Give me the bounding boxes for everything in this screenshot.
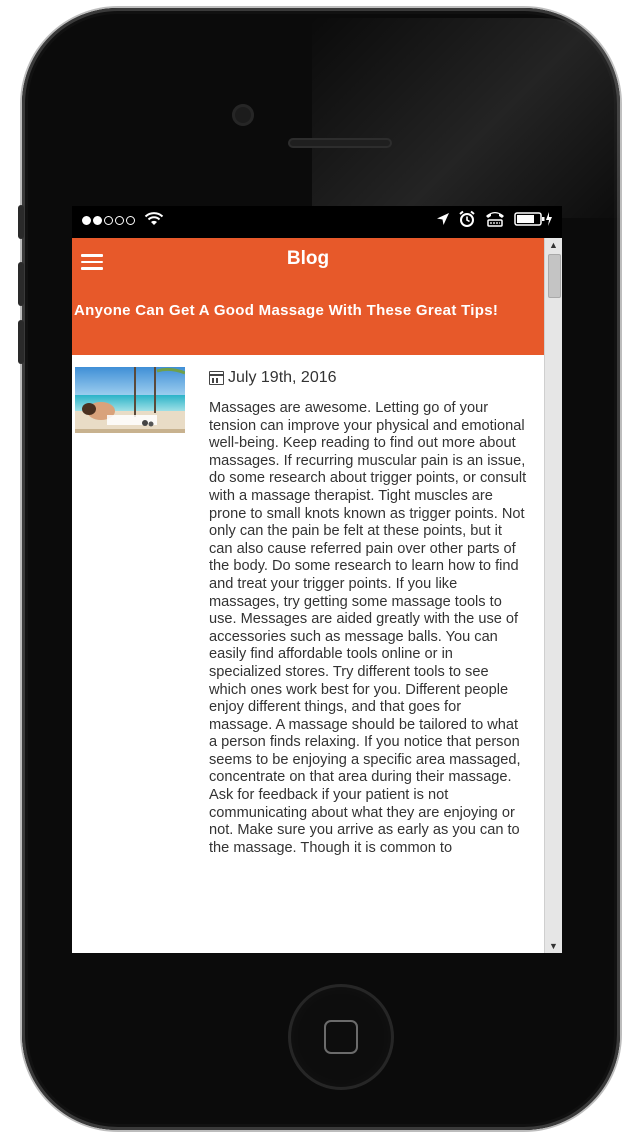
screen <box>72 206 562 953</box>
home-square-icon <box>324 1020 358 1054</box>
location-arrow-icon <box>436 212 450 231</box>
front-camera <box>232 104 254 126</box>
post-title[interactable]: Anyone Can Get A Good Massage With These Great Tips! <box>74 302 499 319</box>
earpiece-speaker <box>288 138 392 148</box>
tty-icon <box>484 210 506 233</box>
scroll-thumb[interactable] <box>548 254 561 298</box>
status-icons <box>436 210 554 233</box>
battery-charging-icon <box>514 211 554 232</box>
wifi-icon <box>144 211 164 227</box>
post-date: July 19th, 2016 <box>228 369 337 386</box>
app-content <box>72 238 562 953</box>
volume-down-button <box>18 320 24 364</box>
blog-post <box>72 355 544 953</box>
post-thumbnail-image[interactable] <box>75 367 185 433</box>
post-date-row <box>209 369 337 387</box>
calendar-icon <box>209 371 224 385</box>
phone-glare <box>312 18 632 218</box>
scroll-up-arrow-icon[interactable]: ▲ <box>549 240 558 250</box>
app-header <box>72 238 544 355</box>
home-button[interactable] <box>288 984 394 1090</box>
volume-up-button <box>18 262 24 306</box>
scroll-down-arrow-icon[interactable]: ▼ <box>549 941 558 951</box>
scrollbar[interactable] <box>544 238 562 953</box>
mute-switch <box>18 205 24 239</box>
status-bar <box>72 206 562 238</box>
alarm-clock-icon <box>458 210 476 233</box>
page-title: Blog <box>286 248 330 269</box>
post-body: Massages are awesome. Letting go of your tension can improve your physical and emotional well-being. Keep reading to find out more about massages. If recurring muscular pain is an issue, do some research about trigger points, or consult with a massage therapist. Tight muscles are prone to small knots known as trigger points. Not only can the pain be felt at these points, but it can also cause referred pain over other parts of the body. Do some research to learn how to find and treat your trigger points. If you like massages, try getting some massage tools to use. Messages are aided greatly with the use of accessories such as message balls. You can easily find affordable tools online or in specialized stores. Try different tools to see which ones work best for you. Different people enjoy different things, and that goes for massage. A massage should be tailored to what a person finds relaxing. If you notice that person seems to be enjoying a specific area massaged, concentrate on that area during their massage. Ask for feedback if your patient is not communicating about what they are enjoying or not. Make sure you arrive as early as you can to the massage. Though it is common to <box>209 400 527 856</box>
signal-dots-icon <box>82 216 135 225</box>
